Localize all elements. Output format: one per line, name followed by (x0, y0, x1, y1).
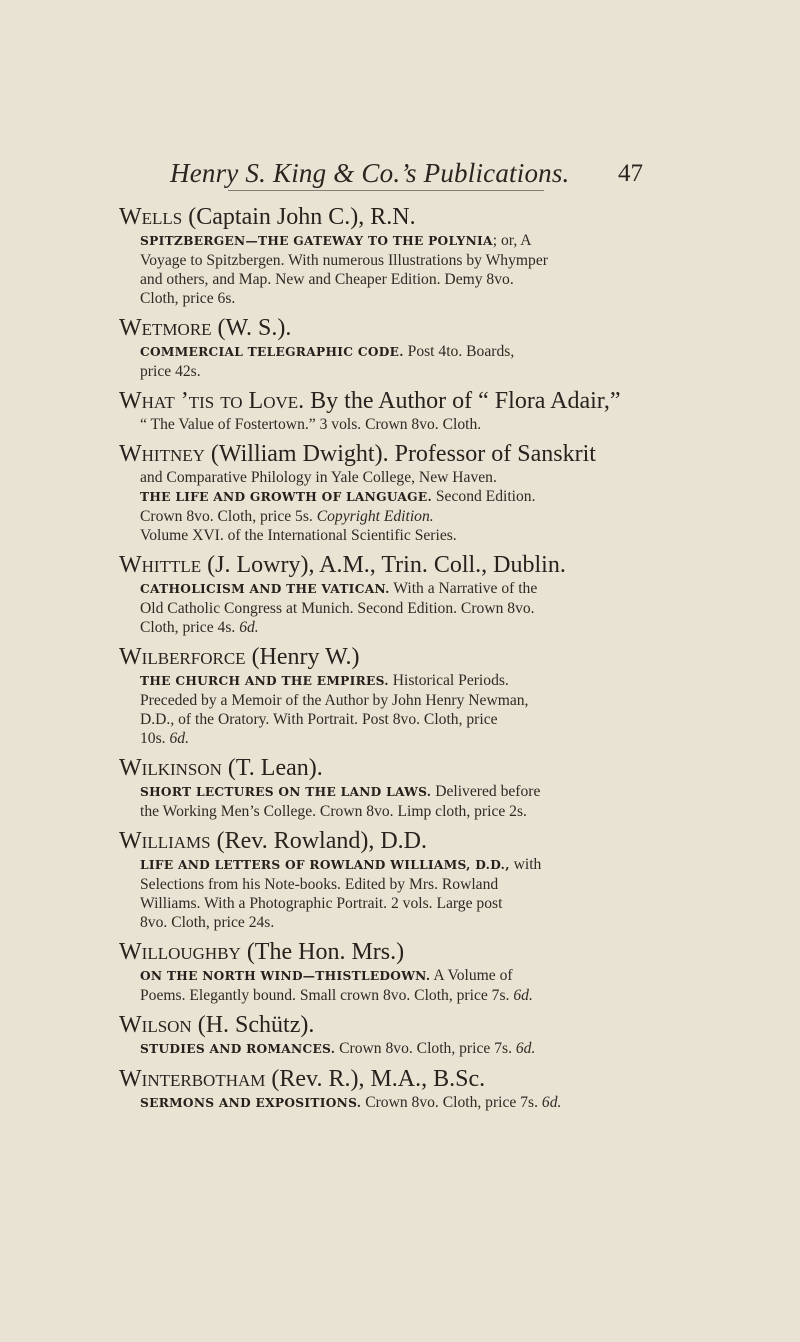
entry-description (119, 1093, 679, 1113)
description-line (140, 966, 679, 986)
book-title: THE CHURCH AND THE EMPIRES. (140, 674, 389, 688)
entry-heading (119, 552, 679, 579)
entry-author-details: (The Hon. Mrs.) (240, 939, 405, 965)
book-title: SERMONS AND EXPOSITIONS. (140, 1096, 362, 1110)
entry-author: Wells (119, 204, 183, 230)
catalogue-entry (119, 204, 679, 308)
entry-description (119, 855, 679, 932)
catalogue-entry (119, 1012, 679, 1059)
book-title: COMMERCIAL TELEGRAPHIC CODE. (140, 345, 404, 359)
description-text: Second Edition. (431, 488, 536, 505)
description-text: Voyage to Spitzbergen. With numerous Illustrations by Whymper (140, 252, 548, 269)
description-text: Williams. With a Photographic Portrait. 2 vols. Large post (140, 895, 503, 912)
entry-heading (119, 939, 679, 966)
header-rule (228, 190, 544, 191)
italic-text: 6d. (169, 730, 189, 747)
description-text: 10s. (140, 730, 170, 747)
description-line (140, 802, 679, 821)
description-text: Crown 8vo. Cloth, price 7s. (361, 1094, 542, 1111)
page-number: 47 (618, 160, 643, 187)
entry-author-details: (T. Lean). (221, 755, 323, 781)
italic-text: 6d. (239, 619, 259, 636)
book-title: STUDIES AND ROMANCES. (140, 1042, 336, 1056)
entry-heading (119, 1012, 679, 1039)
description-line (140, 599, 679, 618)
description-line (140, 710, 679, 729)
description-text: Volume XVI. of the International Scientific Series. (140, 527, 457, 544)
description-text: and Comparative Philology in Yale College, New Haven. (140, 469, 497, 486)
entry-author: Wilson (119, 1012, 192, 1038)
description-text: Poems. Elegantly bound. Small crown 8vo. Cloth, price 7s. (140, 987, 514, 1004)
description-line (140, 618, 679, 637)
catalogue-entries (119, 204, 679, 1120)
book-title: THE LIFE AND GROWTH OF LANGUAGE. (140, 490, 432, 504)
description-line (140, 1093, 679, 1113)
running-head: Henry S. King & Co.’s Publications. (170, 158, 570, 188)
catalogue-entry (119, 388, 679, 434)
description-line (140, 342, 679, 362)
entry-author-details: By the Author of “ Flora Adair,” (304, 388, 621, 414)
description-text: With a Narrative of the (389, 580, 538, 597)
entry-heading (119, 755, 679, 782)
entry-heading (119, 441, 679, 468)
description-line (140, 1039, 679, 1059)
catalogue-entry (119, 828, 679, 932)
description-text: the Working Men’s College. Crown 8vo. Limp cloth, price 2s. (140, 803, 527, 820)
entry-description (119, 782, 679, 821)
entry-description (119, 231, 679, 308)
entry-heading (119, 204, 679, 231)
description-line (140, 362, 679, 381)
book-title: SHORT LECTURES ON THE LAND LAWS. (140, 785, 432, 799)
description-text: with (509, 856, 542, 873)
entry-author: Wilberforce (119, 644, 246, 670)
entry-author-details: (W. S.). (211, 315, 292, 341)
description-line (140, 894, 679, 913)
description-text: Post 4to. Boards, (403, 343, 515, 360)
entry-description (119, 671, 679, 748)
description-text: “ The Value of Fostertown.” 3 vols. Crown 8vo. Cloth. (140, 416, 482, 433)
description-text: Old Catholic Congress at Munich. Second Edition. Crown 8vo. (140, 600, 535, 617)
description-text: D.D., of the Oratory. With Portrait. Post 8vo. Cloth, price (140, 711, 498, 728)
description-line (140, 487, 679, 507)
description-line (140, 415, 679, 434)
entry-author-details: (William Dwight). Professor of Sanskrit (204, 441, 596, 467)
entry-author: Whitney (119, 441, 205, 467)
description-text: Selections from his Note-books. Edited by Mrs. Rowland (140, 876, 499, 893)
entry-description (119, 966, 679, 1005)
description-line (140, 507, 679, 526)
catalogue-entry (119, 315, 679, 381)
book-title: SPITZBERGEN—THE GATEWAY TO THE POLYNIA (140, 234, 493, 248)
entry-author: Wilkinson (119, 755, 222, 781)
description-text: Historical Periods. (388, 672, 509, 689)
entry-author: Winterbotham (119, 1066, 266, 1092)
entry-author-details: (Rev. R.), M.A., B.Sc. (265, 1066, 486, 1092)
description-line (140, 855, 679, 875)
description-text: A Volume of (430, 967, 513, 984)
book-title: LIFE AND LETTERS OF ROWLAND WILLIAMS, D.D., (140, 858, 510, 872)
description-text: and others, and Map. New and Cheaper Edition. Demy 8vo. (140, 271, 514, 288)
entry-heading (119, 828, 679, 855)
catalogue-entry (119, 441, 679, 545)
entry-author: Whittle (119, 552, 202, 578)
description-text: Cloth, price 4s. (140, 619, 240, 636)
entry-author-details: (Rev. Rowland), D.D. (210, 828, 428, 854)
entry-description (119, 415, 679, 434)
entry-author: Williams (119, 828, 211, 854)
entry-heading (119, 644, 679, 671)
entry-author: Willoughby (119, 939, 241, 965)
description-line (140, 251, 679, 270)
description-line (140, 913, 679, 932)
book-title: CATHOLICISM AND THE VATICAN. (140, 582, 390, 596)
catalogue-entry (119, 552, 679, 637)
description-line (140, 782, 679, 802)
italic-text: 6d. (515, 1040, 536, 1057)
catalogue-entry (119, 1066, 679, 1113)
description-line (140, 231, 679, 251)
description-text: Crown 8vo. Cloth, price 7s. (335, 1040, 516, 1057)
description-text: price 42s. (140, 363, 201, 380)
description-line (140, 289, 679, 308)
description-text: 8vo. Cloth, price 24s. (140, 914, 275, 931)
catalogue-entry (119, 939, 679, 1005)
description-line (140, 526, 679, 545)
catalogue-entry (119, 644, 679, 748)
description-line (140, 729, 679, 748)
description-text: Crown 8vo. Cloth, price 5s. (140, 508, 317, 525)
description-line (140, 270, 679, 289)
entry-heading (119, 315, 679, 342)
description-text: Cloth, price 6s. (140, 290, 236, 307)
entry-author: Wetmore (119, 315, 212, 341)
entry-description (119, 342, 679, 381)
description-line (140, 671, 679, 691)
description-line (140, 468, 679, 487)
book-title: ON THE NORTH WIND—THISTLEDOWN. (140, 969, 431, 983)
entry-heading (119, 388, 679, 415)
catalogue-entry (119, 755, 679, 821)
entry-heading (119, 1066, 679, 1093)
entry-author-details: (Henry W.) (245, 644, 360, 670)
entry-description (119, 579, 679, 637)
entry-author-details: (Captain John C.), R.N. (182, 204, 416, 230)
italic-text: 6d. (541, 1094, 562, 1111)
entry-author-details: (H. Schütz). (191, 1012, 315, 1038)
entry-author-details: (J. Lowry), A.M., Trin. Coll., Dublin. (201, 552, 566, 578)
description-text: ; or, A (492, 232, 532, 249)
description-line (140, 986, 679, 1005)
entry-description (119, 1039, 679, 1059)
description-line (140, 691, 679, 710)
italic-text: 6d. (513, 987, 533, 1004)
entry-description (119, 468, 679, 545)
description-line (140, 875, 679, 894)
italic-text: Copyright Edition. (316, 508, 434, 525)
description-line (140, 579, 679, 599)
entry-author: What ’tis to Love. (119, 388, 305, 414)
description-text: Delivered before (431, 783, 541, 800)
description-text: Preceded by a Memoir of the Author by John Henry Newman, (140, 692, 529, 709)
